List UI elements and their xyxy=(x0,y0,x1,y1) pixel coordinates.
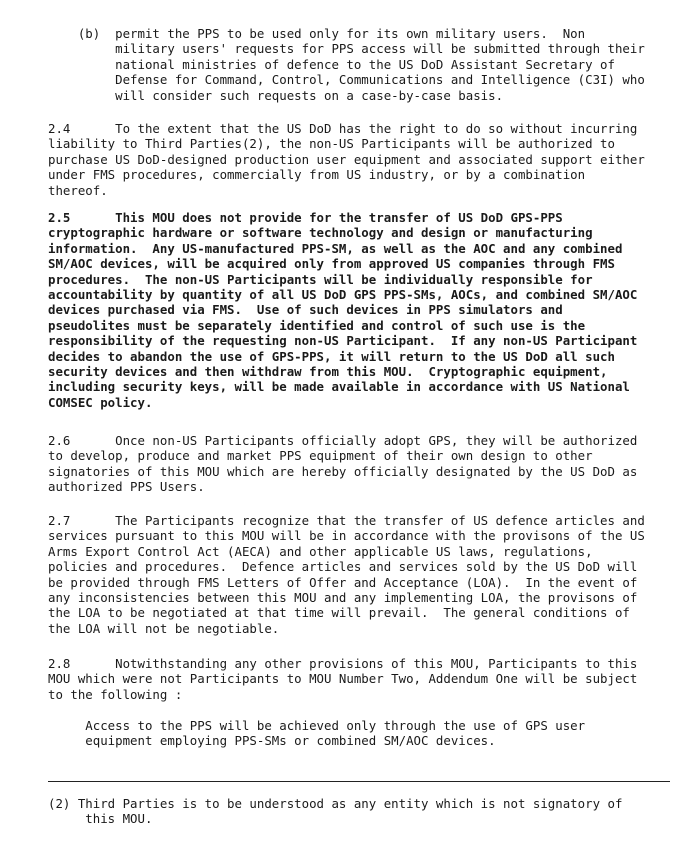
text-line: equipment employing PPS-SMs or combined SM/AOC devices. xyxy=(48,733,496,749)
text-line: responsibility of the requesting non-US Participant. If any non-US Participant xyxy=(48,333,638,349)
text-line: any inconsistencies between this MOU and any implementing LOA, the provisons of xyxy=(48,589,638,605)
footnote-separator xyxy=(48,781,670,782)
text-line: 2.7 The Participants recognize that the transfer of US defence articles and xyxy=(48,513,645,528)
text-line: Access to the PPS will be achieved only through the use of GPS user xyxy=(48,718,586,733)
text-line: procedures. The non-US Participants will be individually responsible for xyxy=(48,271,593,287)
text-line: under FMS procedures, commercially from US industry, or by a combination xyxy=(48,167,586,183)
text-line: be provided through FMS Letters of Offer and Acceptance (LOA). In the event of xyxy=(48,574,638,590)
text-line: security devices and then withdraw from this MOU. Cryptographic equipment, xyxy=(48,363,608,379)
text-line: to develop, produce and market PPS equipment of their own design to other xyxy=(48,448,593,464)
text-line: COMSEC policy. xyxy=(48,394,153,410)
paragraph-2-7 xyxy=(48,513,678,636)
text-line: to the following : xyxy=(48,686,183,702)
paragraph-2-5 xyxy=(48,210,678,410)
text-line: this MOU. xyxy=(48,811,153,827)
paragraph-2-8 xyxy=(48,656,678,702)
footnote xyxy=(48,796,678,827)
text-line: decides to abandon the use of GPS-PPS, it will return to the US DoD all such xyxy=(48,348,615,364)
text-line: pseudolites must be separately identified and control of such use is the xyxy=(48,317,586,333)
item-b xyxy=(48,26,678,103)
text-line: accountability by quantity of all US DoD GPS PPS-SMs, AOCs, and combined SM/AOC xyxy=(48,286,638,302)
text-line: SM/AOC devices, will be acquired only from approved US companies through FMS xyxy=(48,256,615,272)
text-line: thereof. xyxy=(48,182,108,198)
text-line: services pursuant to this MOU will be in accordance with the provisons of the US xyxy=(48,528,645,544)
text-line: 2.4 To the extent that the US DoD has the right to do so without incurring xyxy=(48,121,638,136)
text-line: liability to Third Parties(2), the non-US Participants will be authorized to xyxy=(48,136,615,152)
text-line: will consider such requests on a case-by-case basis. xyxy=(48,87,504,103)
text-line: MOU which were not Participants to MOU Number Two, Addendum One will be subject xyxy=(48,671,638,687)
indented-note xyxy=(48,718,678,749)
text-line: purchase US DoD-designed production user equipment and associated support either xyxy=(48,151,645,167)
text-line: Defense for Command, Control, Communications and Intelligence (C3I) who xyxy=(48,72,645,88)
text-line: Arms Export Control Act (AECA) and other applicable US laws, regulations, xyxy=(48,543,593,559)
text-line: (2) Third Parties is to be understood as any entity which is not signatory of xyxy=(48,796,623,811)
paragraph-2-4 xyxy=(48,121,678,198)
text-line: including security keys, will be made available in accordance with US National xyxy=(48,379,630,395)
text-line: 2.6 Once non-US Participants officially adopt GPS, they will be authorized xyxy=(48,433,638,448)
text-line: authorized PPS Users. xyxy=(48,479,205,495)
text-line: the LOA will not be negotiable. xyxy=(48,620,280,636)
text-line: (b) permit the PPS to be used only for its own military users. Non xyxy=(48,26,586,41)
text-line: signatories of this MOU which are hereby officially designated by the US DoD as xyxy=(48,463,638,479)
text-line: the LOA to be negotiated at that time will prevail. The general conditions of xyxy=(48,605,630,621)
text-line: policies and procedures. Defence articles and services sold by the US DoD will xyxy=(48,559,638,575)
text-line: cryptographic hardware or software technology and design or manufacturing xyxy=(48,225,593,241)
text-line: military users' requests for PPS access will be submitted through their xyxy=(48,41,645,57)
text-line: 2.8 Notwithstanding any other provisions of this MOU, Participants to this xyxy=(48,656,638,671)
text-line: 2.5 This MOU does not provide for the transfer of US DoD GPS-PPS xyxy=(48,210,563,225)
text-line: national ministries of defence to the US DoD Assistant Secretary of xyxy=(48,56,615,72)
paragraph-2-6 xyxy=(48,433,678,495)
text-line: devices purchased via FMS. Use of such devices in PPS simulators and xyxy=(48,302,563,318)
text-line: information. Any US-manufactured PPS-SM, as well as the AOC and any combined xyxy=(48,240,623,256)
